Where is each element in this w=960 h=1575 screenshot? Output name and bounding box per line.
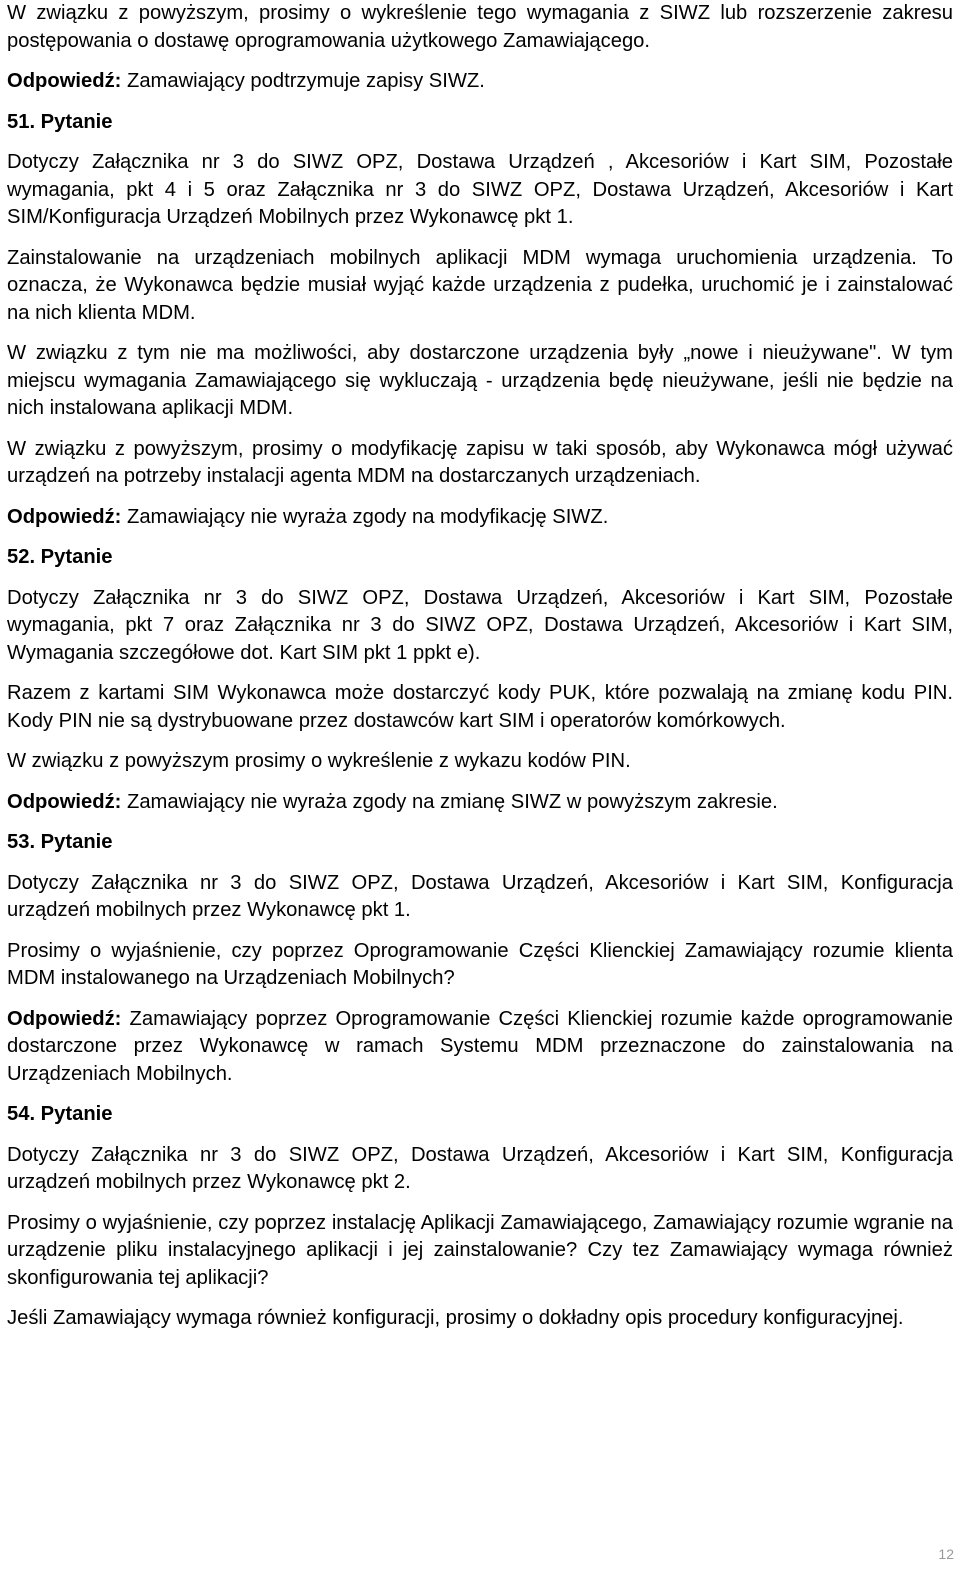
question-51-paragraph: W związku z powyższym, prosimy o modyfikację zapisu w taki sposób, aby Wykonawca mógł używać urządzeń na potrzeby instalacji agenta MDM na dostarczanych urządzeniach. (7, 437, 953, 487)
answer-label: Odpowiedź: (7, 1007, 122, 1030)
question-51-paragraph: Dotyczy Załącznika nr 3 do SIWZ OPZ, Dostawa Urządzeń , Akcesoriów i Kart SIM, Pozostałe wymagania, pkt 4 i 5 oraz Załącznika nr 3 do SIWZ OPZ, Dostawa Urządzeń, Akcesoriów i Kart SIM/Konfiguracja Urządzeń Mobilnych przez Wykonawcę pkt 1. (7, 151, 953, 228)
answer-label: Odpowiedź: (7, 70, 122, 92)
question-51-answer (7, 504, 953, 532)
answer-text: Zamawiający nie wyraża zgody na modyfikację SIWZ. (121, 505, 609, 528)
answer-text: Zamawiający poprzez Oprogramowanie Części Klienckiej rozumie każde oprogramowanie dostarczone przez Wykonawcę w ramach Systemu MDM przeznaczone do zainstalowania na Urządzeniach Mobilnych. (7, 1007, 953, 1085)
question-54-paragraph: Jeśli Zamawiający wymaga również konfiguracji, prosimy o dokładny opis procedury konfiguracyjnej. (7, 1307, 904, 1329)
question-52-paragraph: Dotyczy Załącznika nr 3 do SIWZ OPZ, Dostawa Urządzeń, Akcesoriów i Kart SIM, Pozostałe wymagania, pkt 7 oraz Załącznika nr 3 do SIWZ OPZ, Dostawa Urządzeń, Akcesoriów i Kart SIM, Wymagania szczegółowe dot. Kart SIM pkt 1 ppkt e). (7, 586, 953, 664)
question-52-heading: 52. Pytanie (7, 546, 113, 568)
page-number: 12 (938, 1546, 954, 1562)
question-53-paragraph: Prosimy o wyjaśnienie, czy poprzez Oprogramowanie Części Klienckiej Zamawiający rozumie klienta MDM instalowanego na Urządzeniach Mobilnych? (7, 939, 953, 989)
answer-text: Zamawiający nie wyraża zgody na zmianę SIWZ w powyższym zakresie. (121, 790, 778, 813)
question-53-heading: 53. Pytanie (7, 831, 113, 853)
question-54-paragraph: Dotyczy Załącznika nr 3 do SIWZ OPZ, Dostawa Urządzeń, Akcesoriów i Kart SIM, Konfiguracja urządzeń mobilnych przez Wykonawcę pkt 2. (7, 1143, 953, 1193)
question-53-answer (7, 1006, 953, 1089)
answer-label: Odpowiedź: (7, 790, 122, 813)
question-51-paragraph: Zainstalowanie na urządzeniach mobilnych aplikacji MDM wymaga uruchomienia urządzenia. To oznacza, że Wykonawca będzie musiał wyjąć każde urządzenia z pudełka, uruchomić je i zainstalować na nich klienta MDM. (7, 246, 953, 324)
question-52-paragraph: W związku z powyższym prosimy o wykreślenie z wykazu kodów PIN. (7, 750, 631, 772)
question-51-heading: 51. Pytanie (7, 110, 113, 133)
question-52-paragraph: Razem z kartami SIM Wykonawca może dostarczyć kody PUK, które pozwalają na zmianę kodu PIN. Kody PIN nie są dystrybuowane przez dostawców kart SIM i operatorów komórkowych. (7, 682, 953, 732)
answer-label: Odpowiedź: (7, 505, 122, 528)
question-54-paragraph: Prosimy o wyjaśnienie, czy poprzez instalację Aplikacji Zamawiającego, Zamawiający rozumie wgranie na urządzenie pliku instalacyjnego aplikacji i jej zainstalowanie? Czy tez Zamawiający wymaga również skonfigurowania tej aplikacji? (7, 1211, 953, 1289)
intro-paragraph: W związku z powyższym, prosimy o wykreślenie tego wymagania z SIWZ lub rozszerzenie zakresu postępowania o dostawę oprogramowania użytkowego Zamawiającego. (7, 2, 953, 52)
document-page (7, 0, 953, 1346)
question-53-paragraph: Dotyczy Załącznika nr 3 do SIWZ OPZ, Dostawa Urządzeń, Akcesoriów i Kart SIM, Konfiguracja urządzeń mobilnych przez Wykonawcę pkt 1. (7, 871, 953, 921)
question-54-heading: 54. Pytanie (7, 1103, 113, 1125)
intro-answer (7, 68, 953, 96)
answer-text: Zamawiający podtrzymuje zapisy SIWZ. (121, 70, 485, 92)
question-51-paragraph: W związku z tym nie ma możliwości, aby dostarczone urządzenia były „nowe i nieużywane". W tym miejscu wymagania Zamawiającego się wykluczają - urządzenia będę nieużywane, jeśli nie będzie na nich instalowana aplikacji MDM. (7, 342, 953, 419)
question-52-answer (7, 789, 953, 817)
